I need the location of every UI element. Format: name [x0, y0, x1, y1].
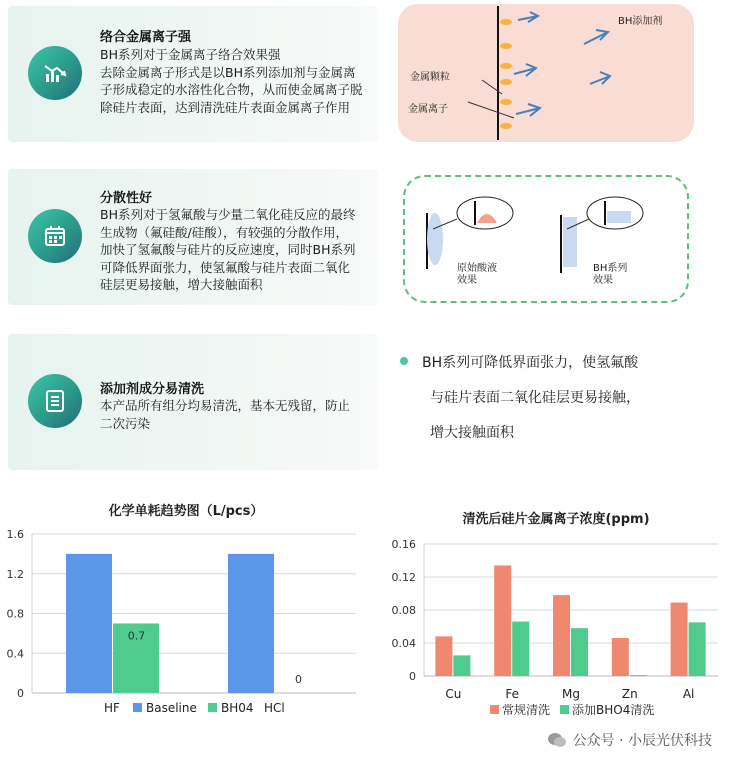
bar-Zn-常规清洗 — [612, 638, 629, 676]
legend-label-bh04: BH04 — [221, 701, 254, 715]
y-tick-label: 1.2 — [6, 567, 24, 581]
bar-Fe-常规清洗 — [494, 565, 511, 676]
original-acid-label: 原始酸液 效果 — [457, 263, 497, 286]
dispersion-diagram-graphic — [405, 177, 687, 301]
chart1-plot — [0, 490, 372, 730]
y-tick-label: 1.6 — [6, 528, 24, 541]
bar-Zn-添加BHO4清洗 — [630, 675, 647, 676]
complexation-diagram — [398, 4, 694, 142]
legend-swatch-bho4 — [560, 705, 569, 714]
chart-trend-icon — [28, 46, 82, 100]
x-tick-label: Zn — [621, 687, 638, 701]
chart-title: 化学单耗趋势图（L/pcs） — [108, 504, 264, 519]
data-label: 0.7 — [127, 629, 146, 643]
bar-HF-Baseline — [66, 554, 112, 693]
legend-label-bho4: 添加BHO4清洗 — [572, 703, 655, 717]
feature-card-complexation — [8, 6, 378, 142]
surface-tension-note: BH系列可降低界面张力，使氢氟酸 与硅片表面二氧化硅层更易接触， 增大接触面积 — [400, 346, 700, 451]
wechat-icon — [547, 732, 567, 748]
calendar-icon — [28, 209, 82, 263]
bar-Cu-常规清洗 — [435, 636, 452, 676]
x-tick-label: Cu — [445, 687, 462, 701]
metal-particle-label: 金属颗粒 — [410, 72, 450, 83]
legend-swatch-conventional — [490, 705, 499, 714]
metal-ion-label: 金属离子 — [408, 104, 448, 115]
bullet-icon — [400, 357, 408, 365]
legend-label-conventional: 常规清洗 — [502, 703, 551, 717]
feature-card-dispersion — [8, 169, 378, 305]
bar-Mg-添加BHO4清洗 — [571, 628, 588, 676]
legend-label-baseline: Baseline — [146, 701, 197, 715]
x-tick-label: Fe — [505, 687, 520, 701]
card-body: BH系列对于金属离子络合效果强 去除金属离子形式是以BH系列添加剂与金属离 子形成稳定的水溶性化合物，从而使金属离子脱 除硅片表面，达到清洗硅片表面金属离子作用 — [100, 47, 363, 115]
card-title: 分散性好 — [100, 191, 153, 206]
y-tick-label: 0.8 — [6, 607, 24, 621]
bh-effect-label: BH系列 效果 — [593, 263, 628, 286]
bar-Al-常规清洗 — [671, 603, 688, 676]
chart2-plot — [380, 490, 732, 730]
bar-Al-添加BHO4清洗 — [689, 622, 706, 676]
card-title: 添加剂成分易清洗 — [100, 382, 205, 397]
watermark: 公众号 · 小辰光伏科技 — [547, 730, 712, 750]
dispersion-diagram — [403, 175, 689, 303]
chart-title: 清洗后硅片金属离子浓度(ppm) — [462, 512, 650, 527]
x-tick-label: Mg — [562, 687, 580, 701]
chemical-consumption-chart — [0, 490, 372, 730]
document-icon — [28, 374, 82, 428]
y-tick-label: 0.16 — [391, 538, 416, 551]
feature-card-cleaning — [8, 334, 378, 470]
x-tick-label: HF — [104, 701, 120, 715]
x-tick-label: HCl — [264, 701, 285, 715]
y-tick-label: 0.04 — [391, 637, 416, 650]
card-body: 本产品所有组分均易清洗，基本无残留，防止 二次污染 — [100, 398, 351, 431]
bar-Cu-添加BHO4清洗 — [453, 655, 470, 676]
card-title: 络合金属离子强 — [100, 30, 192, 45]
y-tick-label: 0.08 — [391, 604, 416, 617]
y-tick-label: 0.4 — [6, 647, 24, 661]
y-tick-label: 0 — [409, 670, 416, 683]
legend-swatch-baseline — [133, 703, 142, 712]
card-body: BH系列对于氢氟酸与少量二氧化硅反应的最终 生成物（氟硅酸/硅酸），有较强的分散作用， 加快了氢氟酸与硅片的反应速度，同时BH系列 可降低界面张力，使氢氟酸与硅片表面二氧化 硅层更易接触，增大接触面积 — [100, 207, 356, 292]
bar-Mg-常规清洗 — [553, 595, 570, 676]
bar-HCl-Baseline — [228, 554, 274, 693]
metal-ion-concentration-chart — [380, 490, 732, 730]
additive-label: BH添加剂 — [618, 16, 663, 27]
y-tick-label: 0 — [17, 687, 24, 700]
bar-Fe-添加BHO4清洗 — [512, 622, 529, 676]
data-label: 0 — [295, 673, 302, 686]
x-tick-label: Al — [682, 687, 695, 701]
legend-swatch-bh04 — [208, 703, 217, 712]
y-tick-label: 0.12 — [391, 571, 416, 584]
